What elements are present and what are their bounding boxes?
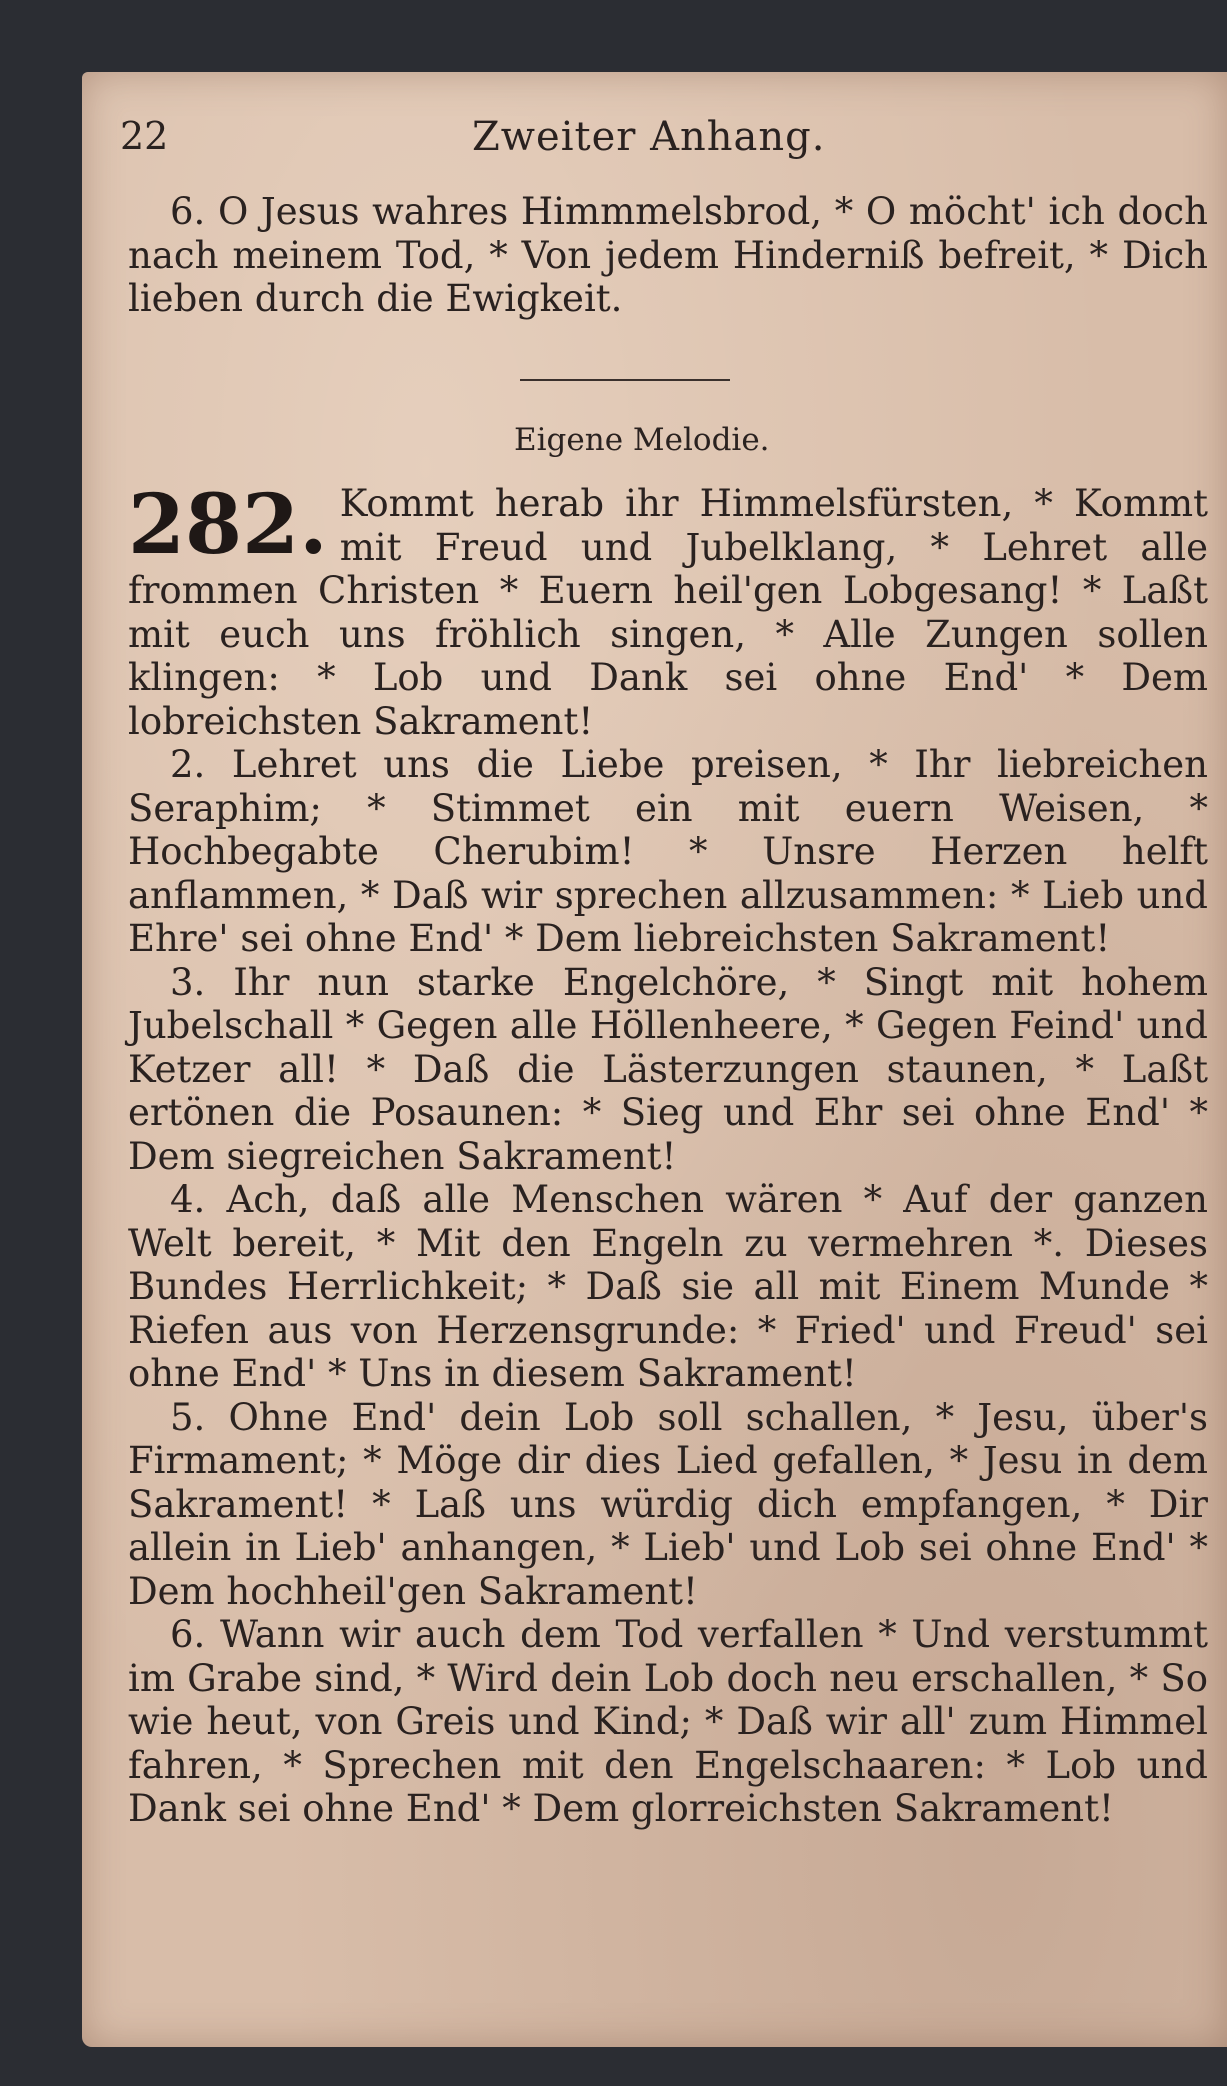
book-page bbox=[82, 72, 1227, 2047]
hymn-verse-2: 2. Lehret uns die Liebe preisen, * Ihr liebreichen Seraphim; * Stimmet ein mit euern Weisen, * Hochbegabte Cherubim! * Unsre Herzen helft anflammen, * Daß wir sprechen allzusammen: * Lieb und Ehre' sei ohne End' * Dem liebreichsten Sakrament! bbox=[128, 743, 1208, 960]
section-divider bbox=[520, 379, 730, 381]
hymn-verse-4: 4. Ach, daß alle Menschen wären * Auf der ganzen Welt bereit, * Mit den Engeln zu vermehren *. Dieses Bundes Herrlichkeit; * Daß sie all mit Einem Munde * Riefen aus von Herzensgrunde: * Fried' und Freud' sei ohne End' * Uns in diesem Sakrament! bbox=[128, 1178, 1208, 1395]
hymn-verse-5: 5. Ohne End' dein Lob soll schallen, * Jesu, über's Firmament; * Möge dir dies Lied gefallen, * Jesu in dem Sakrament! * Laß uns würdig dich empfangen, * Dir allein in Lieb' anhangen, * Lieb' und Lob sei ohne End' * Dem hochheil'gen Sakrament! bbox=[128, 1395, 1208, 1613]
verse: 6. O Jesus wahres Himmmelsbrod, * O möcht' ich doch nach meinem Tod, * Von jedem Hinderniß befreit, * Dich lieben durch die Ewigkeit. bbox=[128, 190, 1208, 320]
hymn-verse-1: Kommt herab ihr Himmelsfürsten, * Kommt mit Freud und Jubelklang, * Lehret alle frommen Christen * Euern heil'gen Lobgesang! * Laßt mit euch uns fröhlich singen, * Alle Zungen sollen klingen: * Lob und Dank sei ohne End' * Dem lobreichsten Sakrament! bbox=[128, 482, 1208, 743]
previous-hymn-verse bbox=[128, 190, 1208, 321]
page-header bbox=[82, 114, 1227, 174]
hymn-verse-3: 3. Ihr nun starke Engelchöre, * Singt mit hohem Jubelschall * Gegen alle Höllenheere, * Gegen Feind' und Ketzer all! * Daß die Lästerzungen staunen, * Laßt ertönen die Posaunen: * Sieg und Ehr sei ohne End' * Dem siegreichen Sakrament! bbox=[128, 960, 1208, 1178]
hymn-282 bbox=[128, 477, 1208, 1831]
running-title: Zweiter Anhang. bbox=[472, 114, 826, 160]
hymn-number: 282. bbox=[128, 477, 328, 573]
melody-note: Eigene Melodie. bbox=[514, 422, 770, 458]
hymn-verse-6: 6. Wann wir auch dem Tod verfallen * Und verstummt im Grabe sind, * Wird dein Lob doch neu erschallen, * So wie heut, von Greis und Kind; * Daß wir all' zum Himmel fahren, * Sprechen mit den Engelschaaren: * Lob und Dank sei ohne End' * Dem glorreichsten Sakrament! bbox=[128, 1613, 1208, 1830]
page-number: 22 bbox=[120, 114, 169, 158]
